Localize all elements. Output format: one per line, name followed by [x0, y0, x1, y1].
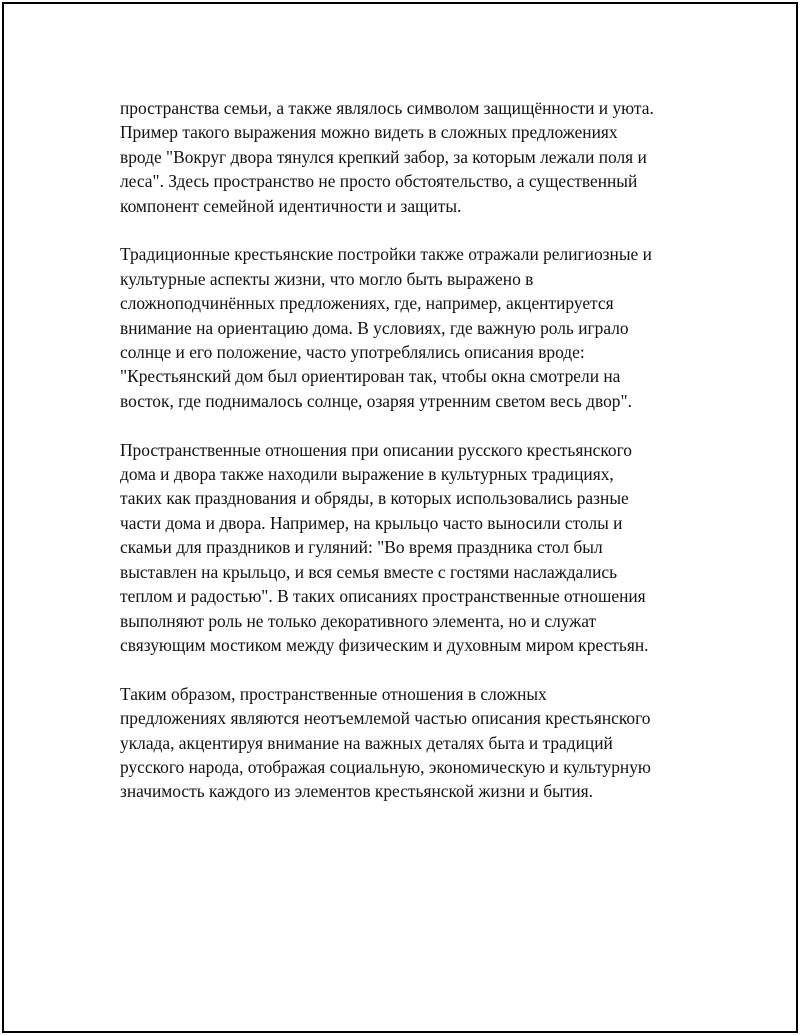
text-line: таких как празднования и обряды, в которых использовались разные [120, 488, 629, 509]
text-line: вроде "Вокруг двора тянулся крепкий забор, за которым лежали поля и [120, 146, 647, 167]
text-line: дома и двора также находили выражение в культурных традициях, [120, 464, 614, 485]
text-line: пространства семьи, а также являлось символом защищённости и уюта. [120, 98, 654, 118]
text-line: значимость каждого из элементов крестьянской жизни и бытия. [120, 781, 593, 802]
paragraph-4 [120, 682, 700, 804]
paragraph-2 [120, 242, 700, 413]
document-page [2, 2, 798, 1033]
text-line: сложноподчинённых предложениях, где, например, акцентируется [120, 293, 614, 314]
text-line: Таким образом, пространственные отношения в сложных [120, 683, 547, 704]
text-line: леса". Здесь пространство не просто обстоятельство, а существенный [120, 171, 638, 192]
text-line: предложениях являются неотъемлемой частью описания крестьянского [120, 708, 651, 729]
paragraph-3 [120, 438, 700, 658]
text-line: компонент семейной идентичности и защиты. [120, 195, 462, 216]
text-line: Пример такого выражения можно видеть в сложных предложениях [120, 122, 618, 143]
text-line: восток, где поднималось солнце, озаряя утренним светом весь двор". [120, 390, 632, 411]
text-line: Традиционные крестьянские постройки также отражали религиозные и [120, 244, 652, 265]
text-line: связующим мостиком между физическим и духовным миром крестьян. [120, 634, 649, 655]
text-line: культурные аспекты жизни, что могло быть выражено в [120, 268, 534, 289]
text-line: внимание на ориентацию дома. В условиях, где важную роль играло [120, 317, 629, 338]
text-line: скамьи для праздников и гуляний: "Во время праздника стол был [120, 537, 603, 558]
text-line: выставлен на крыльцо, и вся семья вместе с гостями наслаждались [120, 561, 618, 582]
document-body [120, 96, 700, 828]
text-line: части дома и двора. Например, на крыльцо часто выносили столы и [120, 512, 623, 533]
text-line: выполняют роль не только декоративного элемента, но и служат [120, 610, 597, 631]
text-line: "Крестьянский дом был ориентирован так, чтобы окна смотрели на [120, 366, 621, 387]
text-line: теплом и радостью". В таких описаниях пространственные отношения [120, 586, 646, 607]
text-line: Пространственные отношения при описании русского крестьянского [120, 439, 632, 460]
text-line: солнце и его положение, часто употреблялись описания вроде: [120, 342, 585, 363]
text-line: русского народа, отображая социальную, экономическую и культурную [120, 756, 651, 777]
text-line: уклада, акцентируя внимание на важных деталях быта и традиций [120, 732, 613, 753]
paragraph-1 [120, 96, 700, 218]
